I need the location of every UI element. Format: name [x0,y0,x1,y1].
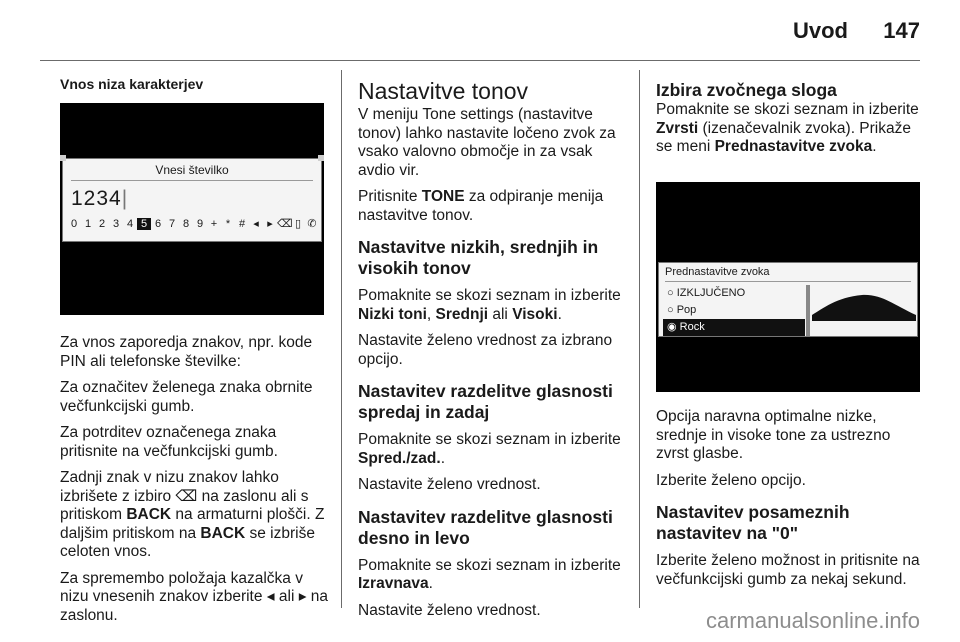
character-key[interactable]: 6 [154,218,162,230]
section-title: Nastavitve tonov [358,78,529,104]
column-divider-2 [639,70,640,608]
paragraph: Pritisnite TONE za odpiranje menija nastavitve tonov. [358,188,604,224]
paragraph: Pomaknite se skozi seznam in izberite Spred./zad.. [358,431,621,467]
paragraph: Izberite želeno možnost in pritisnite na večfunkcijski gumb za nekaj sekund. [656,552,920,588]
subsection-heading: Nastavitve nizkih, srednjih in visokih tonov [358,237,599,278]
radio-icon: ○ [667,287,674,299]
paragraph: Za označitev želenega znaka obrnite večfunkcijski gumb. [60,379,313,415]
running-header-title: Uvod [793,18,848,43]
character-key[interactable]: * [225,218,231,230]
watermark: carmanualsonline.info [705,608,920,633]
screen-title: Vnesi številko [155,163,229,177]
preset-list [663,285,805,336]
text-cursor: | [121,187,129,210]
character-key[interactable]: ✆ [307,218,317,230]
character-row [67,217,321,230]
paragraph: Pomaknite se skozi seznam in izberite Izravnava. [358,556,621,592]
section-heading: Vnos niza karakterjev [60,76,204,92]
number-entry-screen-panel [60,103,324,315]
back-button-label: BACK [200,524,246,542]
screen-title-rule [665,281,911,282]
preset-option-rock[interactable]: ◉ Rock [663,319,805,336]
back-button-label: BACK [126,506,172,523]
tone-button-label: TONE [421,188,465,205]
paragraph: Za spremembo položaja kazalčka v nizu vnesenih znakov izberite ◂ ali ▸ na zaslonu. [60,569,329,624]
paragraph: Nastavite želeno vrednost za izbrano opcijo. [358,332,613,368]
character-key[interactable]: 0 [70,218,78,230]
header-rule [40,60,920,61]
preset-option-off[interactable]: ○ IZKLJUČENO [667,287,746,299]
paragraph: Nastavite želeno vrednost. [358,601,541,619]
character-key[interactable]: 3 [112,218,120,230]
sound-preset-screen-panel [656,182,920,392]
column-1 [60,75,330,102]
cursor-left-icon: ◂ [266,588,275,605]
equalizer-curve [812,285,916,321]
screen-corner [318,155,324,161]
character-key[interactable]: 4 [126,218,134,230]
scrollbar[interactable] [806,285,810,336]
column-3-text [656,408,920,597]
paragraph: Za vnos zaporedja znakov, npr. kode PIN ali telefonske številke: [60,334,313,370]
screen-corner [60,155,66,161]
subsection-heading: Nastavitev posameznih nastavitev na "0" [656,502,850,543]
character-key[interactable]: 9 [196,218,204,230]
radio-selected-icon: ◉ [667,321,677,333]
paragraph: Nastavite želeno vrednost. [358,476,541,493]
subsection-heading: Nastavitev razdelitve glasnosti desno in levo [358,506,613,548]
paragraph: V meniju Tone settings (nastavitve tonov) lahko nastavite ločeno zvok za vsako valovno območje in za vsak avdio vir. [358,106,616,179]
character-key[interactable]: # [238,218,246,230]
character-key[interactable]: 5 [137,218,151,230]
column-3 [656,80,920,165]
paragraph: Zadnji znak v nizu znakov lahko izbrišete z izbiro ⌫ na zaslonu ali s pritiskom BACK na armaturni plošči. Z daljšim pritiskom na BACK se izbriše celoten vnos. [60,469,325,560]
number-input-value: 1234 [71,187,122,210]
subsection-heading: Nastavitev razdelitve glasnosti spredaj in zadaj [358,381,613,422]
character-key[interactable]: ▸ [267,218,273,230]
page-number: 147 [883,18,920,43]
character-key[interactable]: 1 [84,218,92,230]
screen-title: Prednastavitve zvoka [665,266,770,278]
number-input-field[interactable] [71,187,321,211]
character-key[interactable]: ⌫ [277,218,293,230]
cursor-right-icon: ▸ [298,588,307,605]
preset-option-pop[interactable]: ○ Pop [667,304,697,316]
character-key[interactable]: 7 [168,218,176,230]
character-key[interactable]: + [210,218,218,230]
backspace-icon: ⌫ [175,487,198,505]
character-key[interactable]: ◂ [253,218,259,230]
column-2 [358,78,628,628]
character-key[interactable]: 2 [98,218,106,230]
character-key[interactable]: ▯ [294,218,302,230]
radio-icon: ○ [667,304,674,316]
paragraph: Pomaknite se skozi seznam in izberite Nizki toni, Srednji ali Visoki. [358,287,621,323]
paragraph: Pomaknite se skozi seznam in izberite Zvrsti (izenačevalnik zvoka). Prikaže se meni Prednastavitve zvoka. [656,101,919,155]
paragraph: Izberite želeno opcijo. [656,471,806,489]
paragraph: Opcija naravna optimalne nizke, srednje in visoke tone za ustrezno zvrst glasbe. [656,408,891,462]
character-key[interactable]: 8 [182,218,190,230]
subsection-heading: Izbira zvočnega sloga [656,80,837,100]
column-1-text [60,334,330,633]
column-divider-1 [341,70,342,608]
sound-preset-screen [658,262,918,337]
number-entry-screen [62,158,322,242]
screen-title-rule [71,180,313,181]
paragraph: Za potrditev označenega znaka pritisnite na večfunkcijski gumb. [60,424,278,460]
